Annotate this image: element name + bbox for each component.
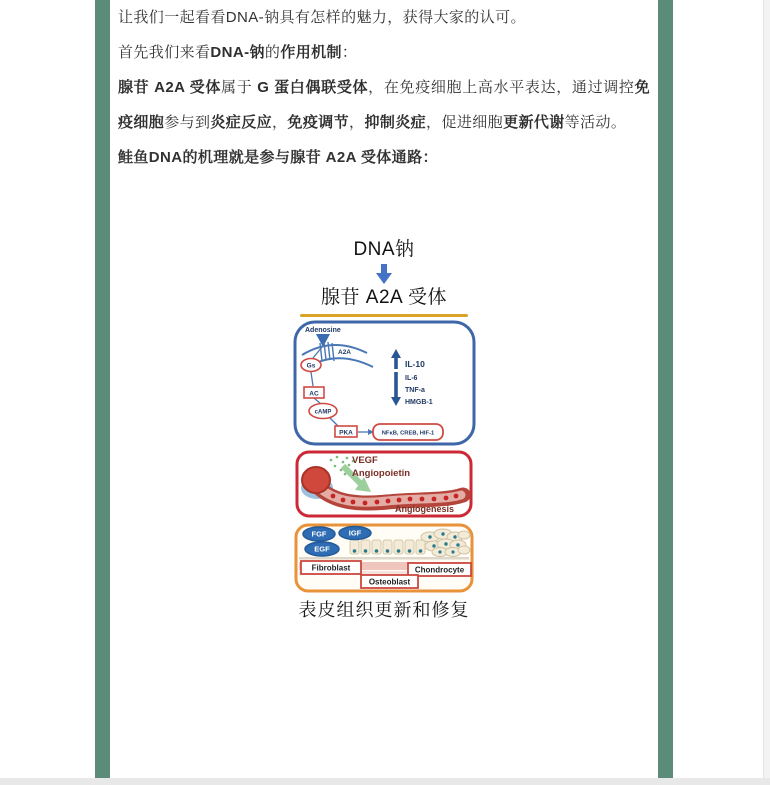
text-segment-bold: 作用机制 (280, 44, 342, 61)
pka-label: PKA (338, 429, 353, 437)
gs-label: Gs (306, 362, 315, 370)
text-segment-bold: 炎症反应 (210, 114, 273, 131)
figure-caption: 表皮组织更新和修复 (298, 600, 470, 620)
article-content (110, 0, 658, 622)
igf-label: IGF (348, 528, 362, 538)
adenosine-label: Adenosine (304, 327, 341, 334)
text-segment: ， (349, 114, 365, 131)
angiogenesis-label: Angiogenesis (395, 504, 455, 514)
vegf-label: VEGF (352, 455, 378, 466)
text-segment-bold: 免疫细胞 (118, 79, 651, 131)
flow-top-label: DNA钠 (353, 239, 415, 260)
page-bottom-strip (0, 778, 770, 785)
text-segment: 参与到 (164, 114, 211, 131)
right-accent-bar (658, 0, 673, 778)
paragraph-mechanism-heading (118, 35, 650, 70)
signaling-panel (293, 320, 476, 446)
text-segment-bold: 腺苷 A2A 受体 (118, 79, 222, 96)
text-segment-bold: G 蛋白偶联受体 (257, 79, 369, 96)
tissue-panel (294, 523, 474, 593)
pathway-figure (291, 314, 477, 593)
paragraph-pathway-heading: 鲑鱼DNA的机理就是参与腺苷 A2A 受体通路： (118, 149, 438, 166)
fibroblast-label: Fibroblast (311, 563, 351, 573)
flow-receptor-label: 腺苷 A2A 受体 (321, 287, 447, 308)
tf-banner-label: NFκB, CREB, HIF-1 (381, 430, 434, 437)
text-segment: ： (341, 44, 358, 61)
vessel-cut-end (302, 467, 330, 493)
down-arrow-icon (118, 263, 650, 285)
fgf-label: FGF (311, 529, 327, 539)
angiopoietin-label: Angiopoietin (352, 468, 411, 479)
angiogenesis-panel (295, 450, 473, 518)
paragraph-intro: 让我们一起看看DNA-钠具有怎样的魅力，获得大家的认可。 (118, 9, 526, 26)
text-segment: ， (272, 114, 288, 131)
text-segment: 等活动。 (564, 114, 627, 131)
il6-label: IL-6 (404, 375, 417, 382)
text-segment: ，促进细胞 (426, 114, 504, 131)
chondrocyte-label: Chondrocyte (414, 565, 465, 575)
paragraph-receptor-description (118, 70, 650, 140)
osteoblast-label: Osteoblast (368, 577, 411, 587)
text-segment-bold: 免疫调节 (287, 114, 350, 131)
text-segment: 属于 (221, 79, 258, 96)
flow-diagram (118, 237, 650, 622)
scrollbar[interactable] (763, 0, 770, 778)
hmgb1-label: HMGB-1 (404, 399, 433, 406)
figure-top-rule (300, 314, 468, 317)
receptor-a2a-label: A2A (337, 349, 351, 356)
text-segment: 首先我们来看 (118, 44, 211, 61)
left-accent-bar (95, 0, 110, 778)
text-segment-bold: DNA-钠 (210, 44, 265, 61)
egf-label: EGF (314, 544, 330, 554)
tnfa-label: TNF-a (404, 387, 425, 394)
text-segment-bold: 更新代谢 (503, 114, 565, 131)
camp-label: cAMP (314, 409, 331, 416)
text-segment: 的 (264, 44, 281, 61)
tissue-layer-thin (299, 557, 469, 560)
text-segment-bold: 抑制炎症 (364, 114, 427, 131)
il10-label: IL-10 (404, 359, 425, 369)
ac-label: AC (308, 390, 319, 398)
text-segment: ，在免疫细胞上高水平表达，通过调控 (368, 79, 635, 96)
